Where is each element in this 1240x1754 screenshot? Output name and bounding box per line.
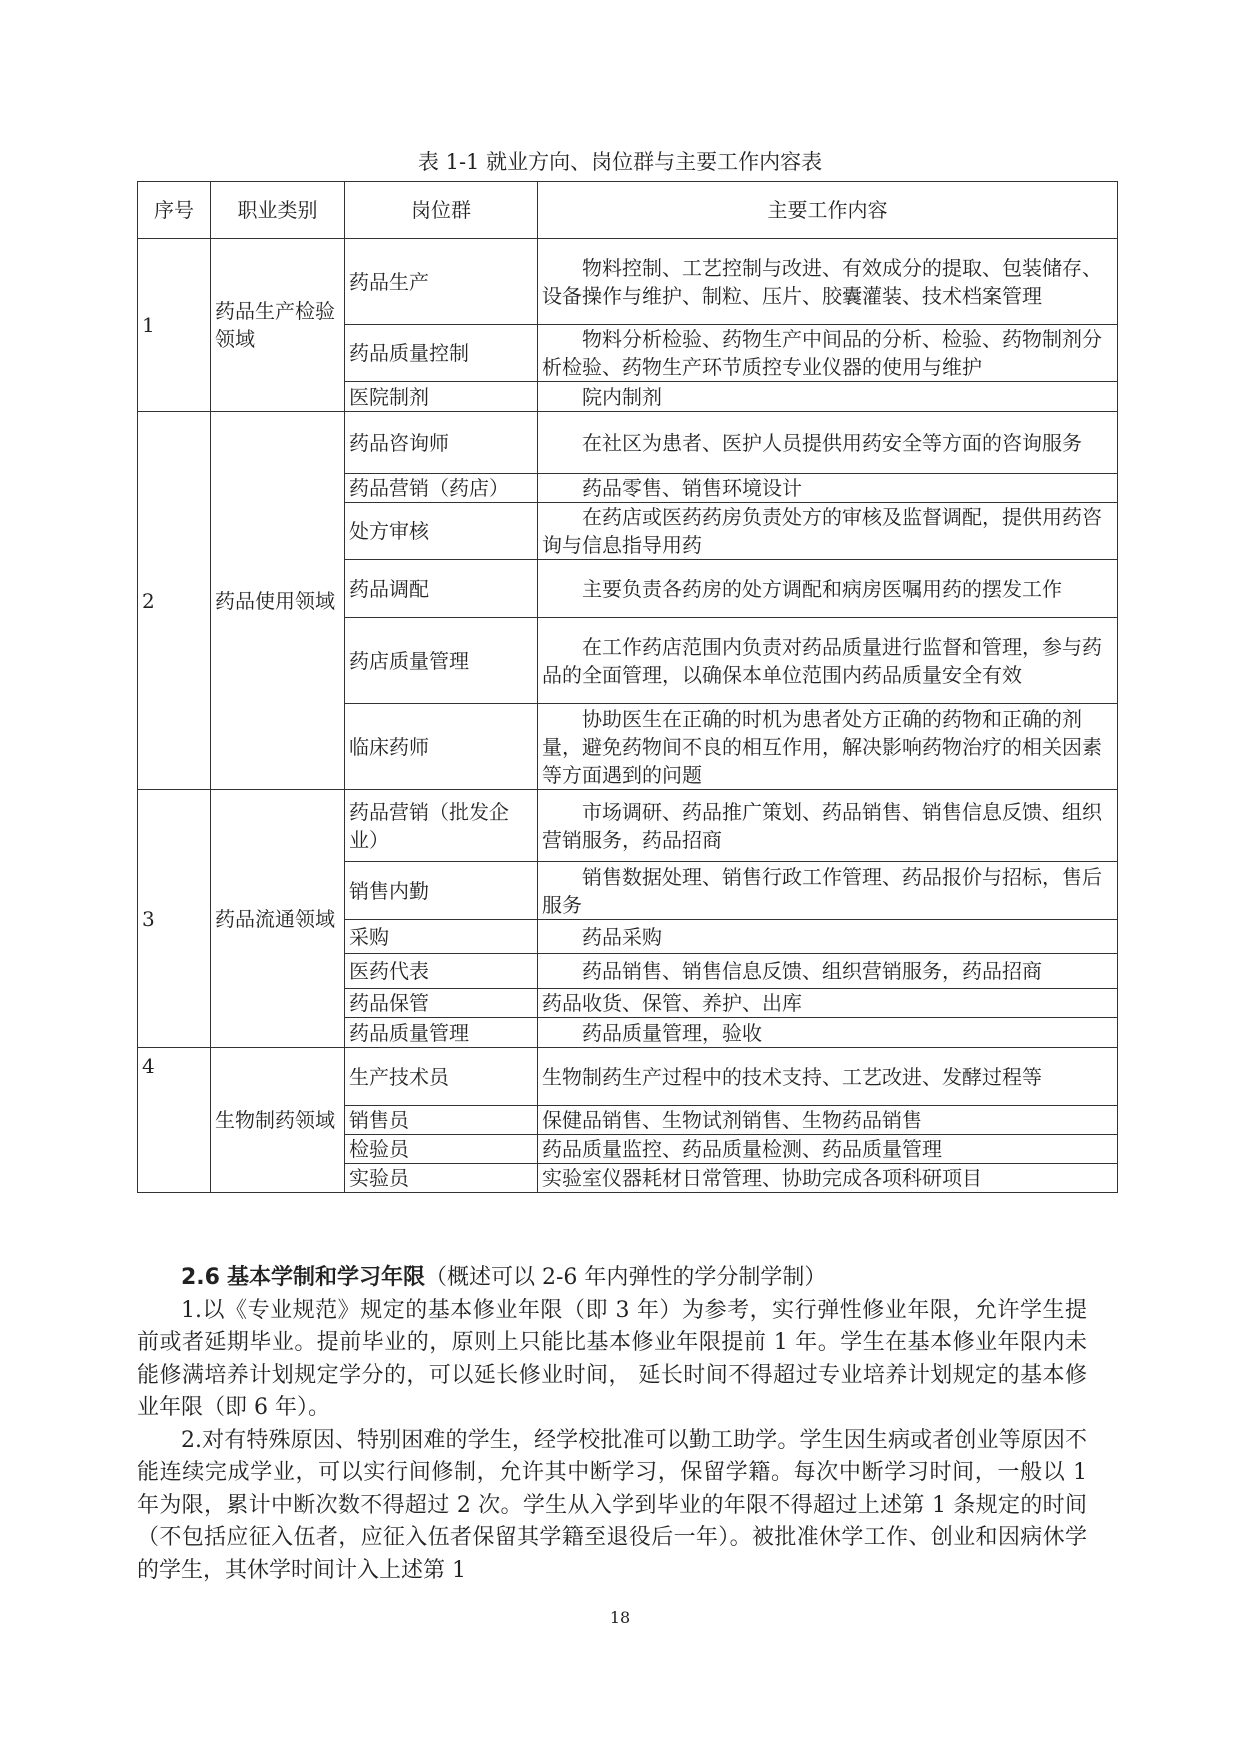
content-cell: 物料分析检验、药物生产中间品的分析、检验、药物制剂分析检验、药物生产环节质控专业仪器的使用与维护 <box>538 325 1118 382</box>
table-row <box>138 239 1118 325</box>
content-cell: 在社区为患者、医护人员提供用药安全等方面的咨询服务 <box>538 412 1118 474</box>
row-number: 3 <box>138 790 211 1048</box>
post-cell: 实验员 <box>345 1164 538 1193</box>
row-number: 1 <box>138 239 211 412</box>
table-header-row <box>138 182 1118 239</box>
post-cell: 检验员 <box>345 1135 538 1164</box>
post-cell: 药品质量控制 <box>345 325 538 382</box>
category-cell: 药品使用领域 <box>211 412 345 790</box>
post-cell: 处方审核 <box>345 503 538 560</box>
content-cell: 协助医生在正确的时机为患者处方正确的药物和正确的剂量，避免药物间不良的相互作用，解决影响药物治疗的相关因素等方面遇到的问题 <box>538 704 1118 790</box>
post-cell: 药品营销（药店） <box>345 474 538 503</box>
page-number: 18 <box>609 1608 631 1627</box>
content-cell: 院内制剂 <box>538 382 1118 412</box>
post-cell: 药店质量管理 <box>345 618 538 704</box>
post-cell: 销售员 <box>345 1106 538 1135</box>
section-number: 2.6 <box>181 1265 220 1290</box>
post-cell: 药品生产 <box>345 239 538 325</box>
content-cell: 物料控制、工艺控制与改进、有效成分的提取、包装储存、设备操作与维护、制粒、压片、胶囊灌装、技术档案管理 <box>538 239 1118 325</box>
table-row <box>138 790 1118 862</box>
post-cell: 医药代表 <box>345 954 538 989</box>
content-cell: 销售数据处理、销售行政工作管理、药品报价与招标，售后服务 <box>538 862 1118 920</box>
content-cell: 实验室仪器耗材日常管理、协助完成各项科研项目 <box>538 1164 1118 1193</box>
post-cell: 生产技术员 <box>345 1048 538 1106</box>
header-cell: 岗位群 <box>345 182 538 239</box>
section-heading <box>137 1262 1087 1295</box>
section-note: （概述可以 2-6 年内弹性的学分制学制） <box>425 1265 827 1290</box>
row-number: 2 <box>138 412 211 790</box>
post-cell: 销售内勤 <box>345 862 538 920</box>
category-cell: 生物制药领域 <box>211 1048 345 1193</box>
header-cell: 主要工作内容 <box>538 182 1118 239</box>
content-cell: 在工作药店范围内负责对药品质量进行监督和管理，参与药品的全面管理，以确保本单位范围内药品质量安全有效 <box>538 618 1118 704</box>
content-cell: 药品质量监控、药品质量检测、药品质量管理 <box>538 1135 1118 1164</box>
paragraph: 2.对有特殊原因、特别困难的学生，经学校批准可以勤工助学。学生因生病或者创业等原因不能连续完成学业，可以实行间修制，允许其中断学习，保留学籍。每次中断学习时间，一般以 1 年为限，累计中断次数不得超过 2 次。学生从入学到毕业的年限不得超过上述第 1 条规定的时间（不包括应征入伍者，应征入伍者保留其学籍至退役后一年）。被批准休学工作、创业和因病休学的学生，其休学时间计入上述第 1 <box>137 1427 1087 1583</box>
post-cell: 药品调配 <box>345 560 538 618</box>
content-cell: 药品质量管理，验收 <box>538 1018 1118 1048</box>
content-cell: 生物制药生产过程中的技术支持、工艺改进、发酵过程等 <box>538 1048 1118 1106</box>
content-cell: 在药店或医药药房负责处方的审核及监督调配，提供用药咨询与信息指导用药 <box>538 503 1118 560</box>
post-cell: 药品营销（批发企业） <box>345 790 538 862</box>
content-cell: 药品收货、保管、养护、出库 <box>538 989 1118 1018</box>
content-cell: 市场调研、药品推广策划、药品销售、销售信息反馈、组织营销服务，药品招商 <box>538 790 1118 862</box>
post-cell: 药品质量管理 <box>345 1018 538 1048</box>
employment-table <box>137 181 1118 1193</box>
content-cell: 药品采购 <box>538 920 1118 954</box>
category-cell: 药品生产检验领域 <box>211 239 345 412</box>
table-row <box>138 412 1118 474</box>
post-cell: 临床药师 <box>345 704 538 790</box>
post-cell: 药品保管 <box>345 989 538 1018</box>
table-row <box>138 1048 1118 1106</box>
section-body <box>137 1262 1087 1587</box>
post-cell: 医院制剂 <box>345 382 538 412</box>
header-cell: 职业类别 <box>211 182 345 239</box>
post-cell: 采购 <box>345 920 538 954</box>
content-cell: 保健品销售、生物试剂销售、生物药品销售 <box>538 1106 1118 1135</box>
header-cell: 序号 <box>138 182 211 239</box>
content-cell: 药品零售、销售环境设计 <box>538 474 1118 503</box>
post-cell: 药品咨询师 <box>345 412 538 474</box>
content-cell: 主要负责各药房的处方调配和病房医嘱用药的摆发工作 <box>538 560 1118 618</box>
row-number: 4 <box>138 1048 211 1193</box>
category-cell: 药品流通领域 <box>211 790 345 1048</box>
table-caption: 表 1-1 就业方向、岗位群与主要工作内容表 <box>417 150 823 174</box>
paragraph: 1.以《专业规范》规定的基本修业年限（即 3 年）为参考，实行弹性修业年限，允许学生提前或者延期毕业。提前毕业的，原则上只能比基本修业年限提前 1 年。学生在基本修业年限内未能修满培养计划规定学分的，可以延长修业时间， 延长时间不得超过专业培养计划规定的基本修业年限（即 6 年）。 <box>137 1297 1087 1420</box>
section-title: 基本学制和学习年限 <box>226 1265 425 1290</box>
content-cell: 药品销售、销售信息反馈、组织营销服务，药品招商 <box>538 954 1118 989</box>
